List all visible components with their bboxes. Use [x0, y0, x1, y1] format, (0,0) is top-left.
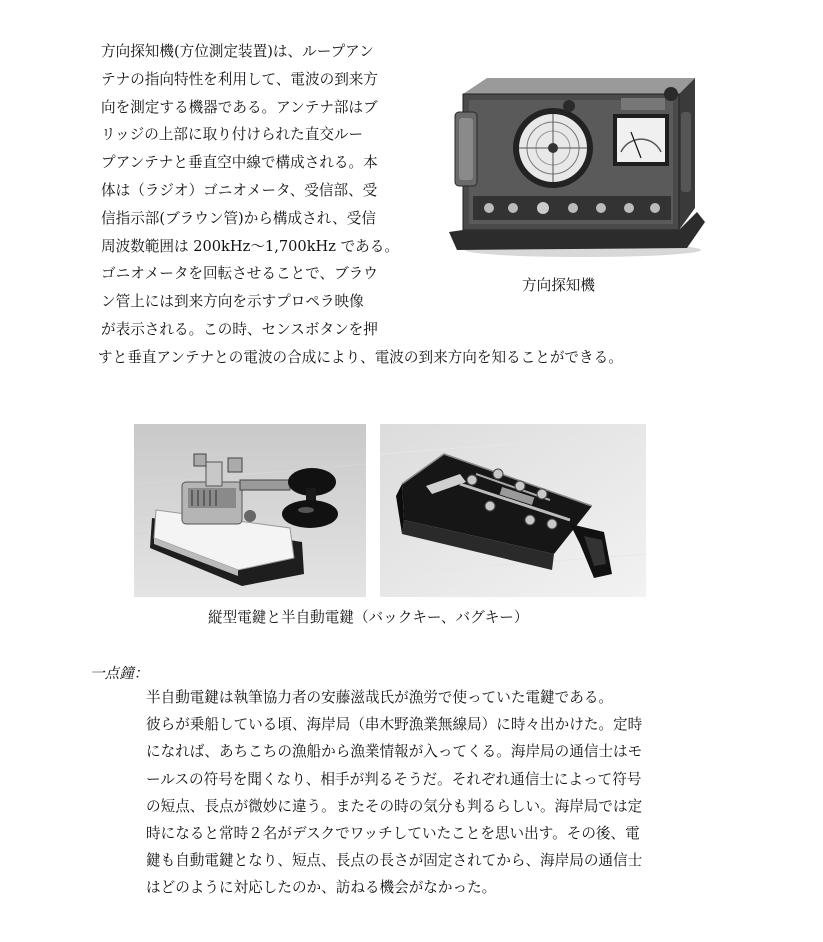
text-line: プアンテナと垂直空中線で構成される。本: [101, 154, 378, 172]
telegraph-keys-caption: 縦型電鍵と半自動電鍵（バックキー、バグキー）: [208, 609, 529, 626]
semi-automatic-key-photo: [380, 424, 646, 597]
text-line: テナの指向特性を利用して、電波の到来方: [101, 70, 378, 88]
direction-finder-photo: [443, 72, 705, 262]
text-line: ン管上には到来方向を示すプロペラ映像: [101, 293, 364, 311]
text-line: 方向探知機(方位測定装置)は、ループアン: [101, 43, 374, 60]
memo-line: ールスの符号を聞くなり、相手が判るそうだ。それぞれ通信士によって符号: [146, 770, 642, 788]
memo-line: の短点、長点が微妙に違う。またその時の気分も判るらしい。海岸局では定: [146, 797, 643, 815]
memo-line: 彼らが乗船している頃、海岸局（串木野漁業無線局）に時々出かけた。定時: [146, 716, 643, 734]
text-line: 体は（ラジオ）ゴニオメータ、受信部、受: [101, 181, 378, 199]
memo-line: 半自動電鍵は執筆協力者の安藤滋哉氏が漁労で使っていた電鍵である。: [146, 689, 614, 706]
text-line: 向を測定する機器である。アンテナ部はブ: [101, 98, 378, 116]
memo-line: はどのように対応したのか、訪ねる機会がなかった。: [146, 879, 497, 897]
memo-heading: 一点鐘：: [90, 665, 149, 682]
text-line: 信指示部(ブラウン管)から構成され、受信: [101, 209, 376, 227]
memo-body: [146, 684, 716, 902]
direction-finder-caption: 方向探知機: [522, 277, 595, 294]
text-line: リッジの上部に取り付けられた直交ルー: [101, 126, 364, 144]
text-line: すと垂直アンテナとの電波の合成により、電波の到来方向を知ることができる。: [98, 348, 623, 366]
text-line: が表示される。この時、センスボタンを押: [101, 320, 378, 338]
memo-line: 鍵も自動電鍵となり、短点、長点の長さが固定されてから、海岸局の通信士: [146, 852, 643, 870]
text-line: 周波数範囲は 200kHz～1,700kHz である。: [101, 237, 399, 255]
text-line: ゴニオメータを回転させることで、ブラウ: [101, 265, 378, 283]
memo-line: になれば、あちこちの漁船から漁業情報が入ってくる。海岸局の通信士はモ: [146, 743, 643, 761]
vertical-key-photo: [134, 424, 366, 597]
memo-line: 時になると常時２名がデスクでワッチしていたことを思い出す。その後、電: [146, 825, 640, 843]
